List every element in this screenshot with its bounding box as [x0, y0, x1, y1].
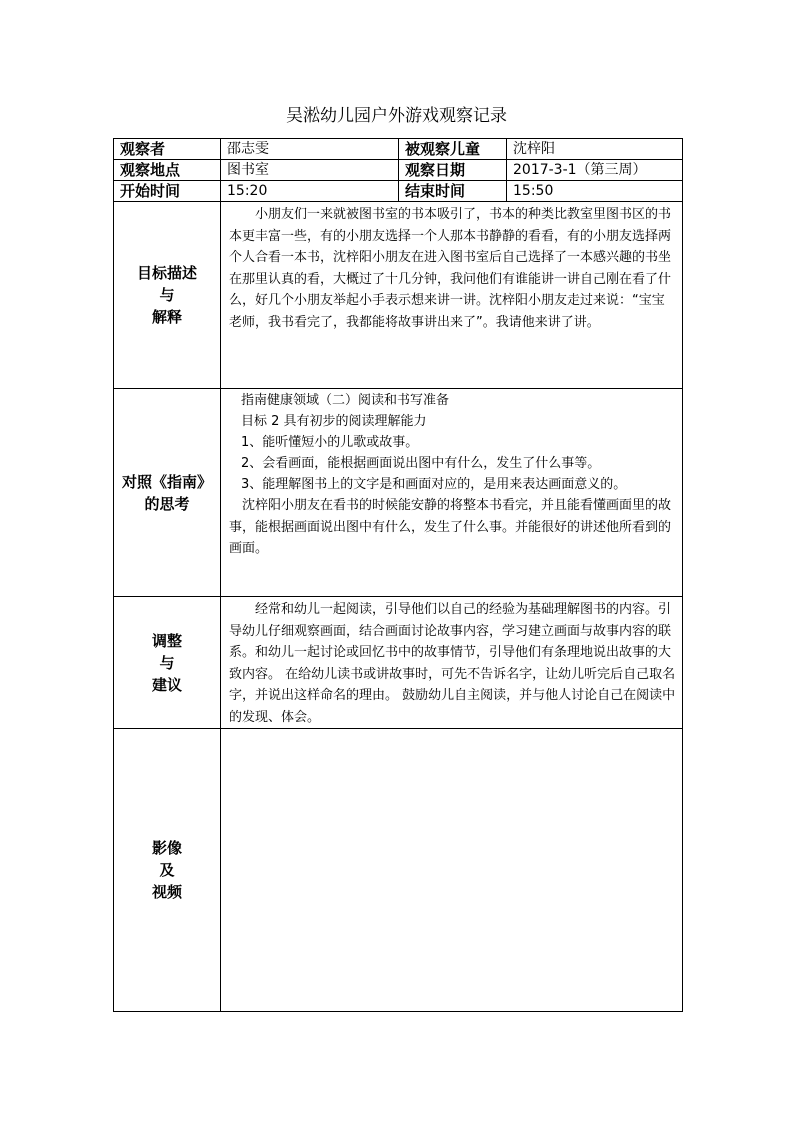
- location-label: 观察地点: [114, 160, 221, 181]
- guide-line: 3、能理解图书上的文字是和画面对应的，是用来表达画面意义的。: [241, 477, 627, 492]
- target-text: 小朋友们一来就被图书室的书本吸引了，书本的种类比教室里图书区的书本更丰富一些，有的小朋友选择一个人那本书静静的看看，有的小朋友选择两个人合看一本书，沈梓阳小朋友在进入图书室后自己选择了一本感兴趣的书坐在那里认真的看，大概过了十几分钟，我问他们有谁能讲一讲自己刚在看了什么，好几个小朋友举起小手表示想来讲一讲。沈梓阳小朋友走过来说：“宝宝老师，我书看完了，我都能将故事讲出来了”。我请他来讲了讲。: [229, 207, 672, 330]
- guide-line: 2、会看画面，能根据画面说出图中有什么，发生了什么事等。: [241, 456, 601, 471]
- guide-lines: [221, 389, 682, 495]
- adjust-text: 经常和幼儿一起阅读，引导他们以自己的经验为基础理解图书的内容。引导幼儿仔细观察画面，结合画面讨论故事内容，学习建立画面与故事内容的联系。和幼儿一起讨论或回忆书中的故事情节，引导他们有条理地说出故事的大致内容。 在给幼儿读书或讲故事时，可先不告诉名字，让幼儿听完后自己取名字，并说出这样命名的理由。 鼓励幼儿自主阅读，并与他人讨论自己在阅读中的发现、体会。: [229, 602, 676, 725]
- guide-line: 目标 2 具有初步的阅读理解能力: [241, 414, 427, 429]
- guide-reflection: 沈梓阳小朋友在看书的时候能安静的将整本书看完，并且能看懂画面里的故事，能根据画面说出图中有什么，发生了什么事。并能很好的讲述他所看到的画面。: [229, 498, 672, 556]
- header-row-location: [114, 160, 683, 181]
- guide-content: [221, 389, 683, 597]
- guide-label: 对照《指南》 的思考: [114, 389, 221, 597]
- start-value: 15:20: [221, 181, 399, 202]
- guide-line: 指南健康领域（二）阅读和书写准备: [241, 393, 450, 408]
- media-row: [114, 729, 683, 1012]
- adjust-content: [221, 597, 683, 729]
- end-value: 15:50: [507, 181, 683, 202]
- child-value: 沈梓阳: [507, 139, 683, 160]
- guide-row: [114, 389, 683, 597]
- date-label: 观察日期: [399, 160, 507, 181]
- child-label: 被观察儿童: [399, 139, 507, 160]
- adjust-label: 调整 与 建议: [114, 597, 221, 729]
- observer-value: 邵志雯: [221, 139, 399, 160]
- observation-table: [113, 138, 683, 1012]
- page-title: 吴淞幼儿园户外游戏观察记录: [286, 106, 507, 126]
- media-content: [221, 729, 683, 1012]
- target-row: [114, 202, 683, 389]
- adjust-row: [114, 597, 683, 729]
- target-label: 目标描述 与 解释: [114, 202, 221, 389]
- date-value: 2017-3-1（第三周）: [507, 160, 683, 181]
- start-label: 开始时间: [114, 181, 221, 202]
- media-label: 影像 及 视频: [114, 729, 221, 1012]
- header-row-time: [114, 181, 683, 202]
- end-label: 结束时间: [399, 181, 507, 202]
- observer-label: 观察者: [114, 139, 221, 160]
- guide-line: 1、能听懂短小的儿歌或故事。: [241, 435, 419, 450]
- target-content: [221, 202, 683, 389]
- header-row-observer: [114, 139, 683, 160]
- location-value: 图书室: [221, 160, 399, 181]
